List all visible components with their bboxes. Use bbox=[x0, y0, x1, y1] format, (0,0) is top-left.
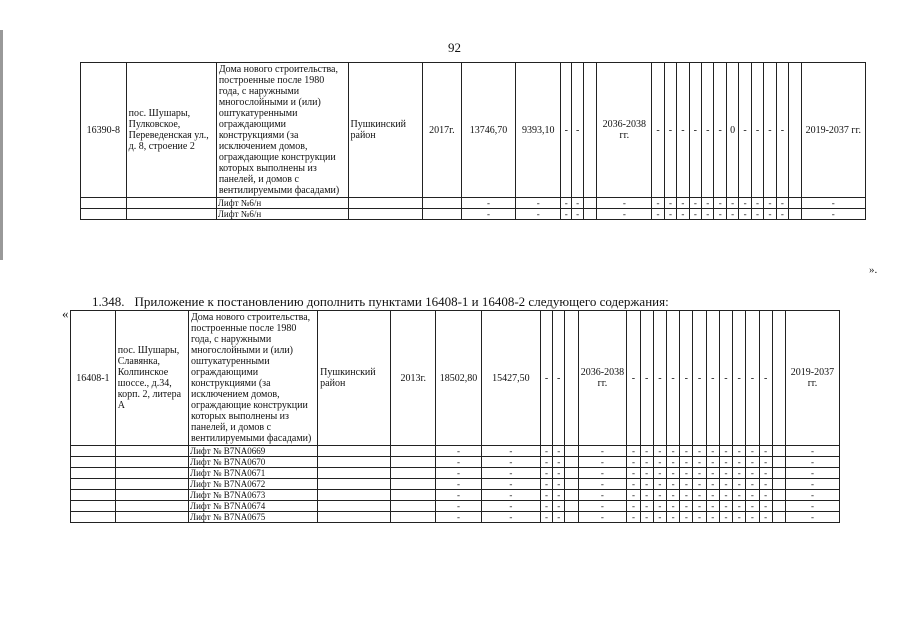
lift-row: Лифт № B7NA0671 - - - - - - - - - - - - - - - - - bbox=[71, 468, 840, 479]
cell-dash: - bbox=[776, 63, 788, 198]
area-living: 9393,10 bbox=[516, 63, 561, 198]
lift-row: Лифт № B7NA0672 - - - - - - - - - - - - - - - - - bbox=[71, 479, 840, 490]
lift-label: Лифт №6/н bbox=[216, 198, 348, 209]
address: пос. Шушары, Славянка, Колпинское шоссе., д.34, корп. 2, литера А bbox=[115, 311, 188, 446]
lift-label: Лифт №6/н bbox=[216, 209, 348, 220]
district: Пушкинский район bbox=[348, 63, 423, 198]
district: Пушкинский район bbox=[318, 311, 391, 446]
cell-dash: - bbox=[677, 63, 689, 198]
cell-dash: - bbox=[739, 63, 751, 198]
cell-dash: - bbox=[653, 311, 666, 446]
lift-label: Лифт № B7NA0673 bbox=[188, 490, 317, 501]
lift-row: Лифт № B7NA0675 - - - - - - - - - - - - - - - - - bbox=[71, 512, 840, 523]
opening-quote: « bbox=[62, 306, 69, 321]
lift-label: Лифт № B7NA0671 bbox=[188, 468, 317, 479]
cell-dash: - bbox=[627, 311, 640, 446]
year: 2013г. bbox=[391, 311, 436, 446]
area-living: 15427,50 bbox=[481, 311, 540, 446]
year: 2017г. bbox=[423, 63, 461, 198]
cell-dash: - bbox=[746, 311, 759, 446]
cell-dash: - bbox=[680, 311, 693, 446]
cell-dash: - bbox=[540, 311, 552, 446]
row-id: 16408-1 bbox=[71, 311, 116, 446]
lift-row: Лифт № B7NA0674 - - - - - - - - - - - - - - - - - bbox=[71, 501, 840, 512]
cell-dash: - bbox=[561, 63, 572, 198]
caption-number: 1.348. bbox=[92, 294, 125, 309]
cell-dash: - bbox=[751, 63, 763, 198]
cell-dash: - bbox=[664, 63, 676, 198]
lift-label: Лифт № B7NA0672 bbox=[188, 479, 317, 490]
lift-label: Лифт № B7NA0669 bbox=[188, 446, 317, 457]
cell-dash: - bbox=[640, 311, 653, 446]
area-total: 18502,80 bbox=[436, 311, 482, 446]
lift-row: Лифт №6/н - - - - - - - - - - - - - - - - - bbox=[81, 209, 866, 220]
cell-dash: - bbox=[702, 63, 714, 198]
cell-dash: - bbox=[666, 311, 679, 446]
cell-zero: 0 bbox=[726, 63, 738, 198]
period: 2036-2038 гг. bbox=[597, 63, 652, 198]
cell-dash: - bbox=[719, 311, 732, 446]
page-number: 92 bbox=[448, 40, 461, 55]
table-16390-8 bbox=[80, 62, 866, 220]
cell-dash: - bbox=[714, 63, 726, 198]
closing-quote: ». bbox=[869, 264, 878, 276]
table-row bbox=[71, 311, 840, 446]
lift-row: Лифт № B7NA0670 - - - - - - - - - - - - - - - - - bbox=[71, 457, 840, 468]
table-16408-1 bbox=[70, 310, 840, 523]
section-caption bbox=[92, 294, 669, 310]
cell-dash: - bbox=[693, 311, 706, 446]
cell-dash: - bbox=[652, 63, 664, 198]
scan-edge-mark bbox=[0, 30, 3, 260]
lift-row: Лифт № B7NA0669 - - - - - - - - - - - - - - - - - bbox=[71, 446, 840, 457]
lift-label: Лифт № B7NA0675 bbox=[188, 512, 317, 523]
area-total: 13746,70 bbox=[461, 63, 516, 198]
cell-empty bbox=[565, 311, 578, 446]
final-period: 2019-2037 гг. bbox=[801, 63, 865, 198]
caption-text: Приложение к постановлению дополнить пунктами 16408-1 и 16408-2 следующего содержания: bbox=[134, 294, 669, 309]
cell-empty bbox=[772, 311, 785, 446]
cell-dash: - bbox=[706, 311, 719, 446]
building-type: Дома нового строительства, построенные после 1980 года, с наружными многослойными и (или) оштукатуренными ограждающими конструкциями (за исключением домов, ограждающие конструкции которых выполнены из панелей, и домов с вентилируемыми фасадами) bbox=[188, 311, 317, 446]
cell-dash: - bbox=[759, 311, 772, 446]
cell-empty bbox=[583, 63, 596, 198]
lift-row: Лифт № B7NA0673 - - - - - - - - - - - - - - - - - bbox=[71, 490, 840, 501]
lift-label: Лифт № B7NA0674 bbox=[188, 501, 317, 512]
cell-dash: - bbox=[764, 63, 776, 198]
final-period: 2019-2037 гг. bbox=[785, 311, 839, 446]
row-id: 16390-8 bbox=[81, 63, 127, 198]
period: 2036-2038 гг. bbox=[578, 311, 627, 446]
cell-dash: - bbox=[572, 63, 583, 198]
cell-dash: - bbox=[553, 311, 565, 446]
table-row bbox=[81, 63, 866, 198]
building-type: Дома нового строительства, построенные после 1980 года, с наружными многослойными и (или) оштукатуренными ограждающими конструкциями (за исключением домов, ограждающие конструкции которых выполнены из панелей, и домов с вентилируемыми фасадами) bbox=[216, 63, 348, 198]
address: пос. Шушары, Пулковское, Переведенская ул., д. 8, строение 2 bbox=[126, 63, 216, 198]
lift-row: Лифт №6/н - - - - - - - - - - - - - - - - - bbox=[81, 198, 866, 209]
cell-dash: - bbox=[689, 63, 701, 198]
lift-label: Лифт № B7NA0670 bbox=[188, 457, 317, 468]
cell-empty bbox=[789, 63, 801, 198]
cell-dash: - bbox=[733, 311, 746, 446]
